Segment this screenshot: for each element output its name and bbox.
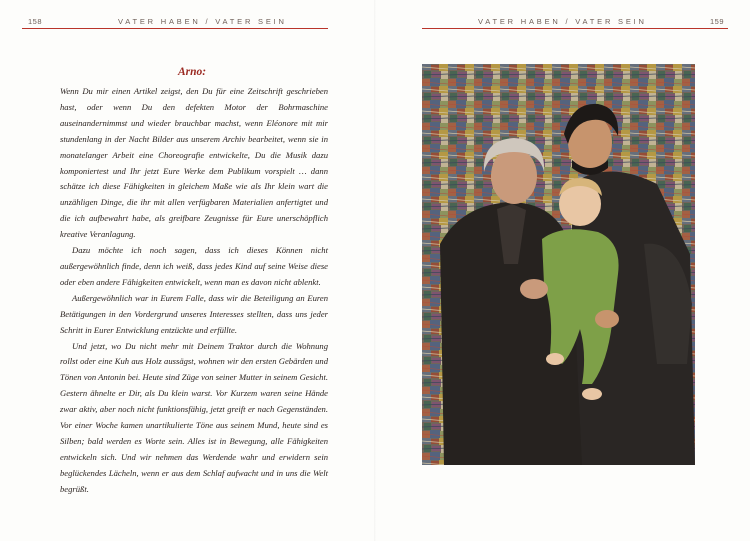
running-head-left: VATER HABEN / VATER SEIN [118,17,287,26]
header-rule-right [422,28,728,29]
body-text [60,84,328,498]
older-man-face [491,148,537,204]
right-page [375,0,750,541]
header-rule-left [22,28,328,29]
speaker-heading: Arno: [178,66,207,78]
family-portrait-photo [422,64,695,465]
page-number-left: 158 [28,17,43,26]
paragraph-4: Und jetzt, wo Du nicht mehr mit Deinem Traktor durch die Wohnung rollst oder eine Kuh aus Holz aussägst, wohnen wir den ersten Gebärden und Tönen von Antonin bei. Heute sind Züge von seiner Mutter in seinem Gesicht. Gestern ähnelte er Dir, als Du klein warst. Vor Kurzem waren seine Hände zwar aktiv, aber noch nicht funktionsfähig, jetzt greift er nach Gegenständen. Vor einer Woche kamen unartikulierte Töne aus seinem Mund, heute sind es Silben; bald werden es Worte sein. Alles ist in Bewegung, alle Fähigkeiten entwickeln sich. Und wir nehmen das Werdende wahr und erwidern sein beglückendes Lächeln, wenn er aus dem Schlaf aufwacht und in uns die Welt begrüßt. [60,340,328,494]
paragraph-2: Dazu möchte ich noch sagen, dass ich dieses Können nicht außergewöhnlich finde, denn ich weiß, dass jedes Kind auf seine Weise diese oder eben andere Fähigkeiten entwickelt, wenn man es davon nicht ablenkt. [60,245,328,287]
paragraph-1: Wenn Du mir einen Artikel zeigst, den Du für eine Zeitschrift geschrieben hast, oder wenn Du den defekten Motor der Bohrmaschine auseinandernimmst und wieder brauchbar machst, wenn Eléonore mit mir stundenlang in der Nacht Bilder aus unserem Archiv bearbeitet, wenn sie in monatelanger Arbeit eine Choreografie entwickelte, Du die Musik dazu komponiertest und Ihr jetzt Eure Werke dem Publikum vorspielt … dann schätze ich diese Fähigkeiten in gleichem Maße wie als Ihr klein wart die unzähligen Dinge, die ihr mit allen verfügbaren Materialien anfertigtet und die ich aufbewahrt habe, als greifbare Zeugnisse für Eure unerschöpflich kreative Veranlagung. [60,86,328,240]
page-number-right: 159 [710,17,725,26]
portrait-illustration [422,64,695,465]
running-head-right: VATER HABEN / VATER SEIN [478,17,647,26]
paragraph-3: Außergewöhnlich war in Eurem Falle, dass wir die Beteiligung an Euren Betätigungen in den Vordergrund unseres Interesses stellten, dass uns jeder Schritt in Eurer Entwicklung entzückte und erfüllte. [60,292,328,335]
